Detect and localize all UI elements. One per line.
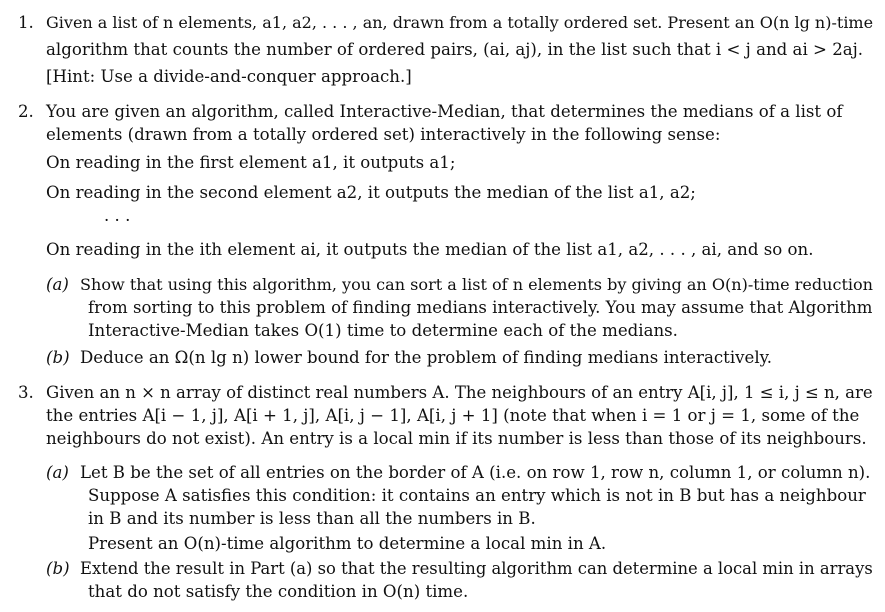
question-line: On reading in the ith element ai, it outputs the median of the list a1, a2, . . . , ai, and so on. [46, 240, 814, 259]
question-line: the entries A[i − 1, j], A[i + 1, j], A[i, j − 1], A[i, j + 1] (note that when i = 1 or j = 1, some of the [46, 406, 860, 425]
question-line: Given an n × n array of distinct real numbers A. The neighbours of an entry A[i, j], 1 ≤ i, j ≤ n, are [46, 383, 873, 402]
question-number: 2. [18, 102, 34, 121]
part-label: (b) [46, 348, 70, 367]
question-line: On reading in the second element a2, it outputs the median of the list a1, a2; [46, 183, 696, 202]
part-label: (a) [46, 275, 69, 294]
part-line: Suppose A satisfies this condition: it contains an entry which is not in B but has a neighbour [88, 486, 866, 505]
question-number: 3. [18, 383, 34, 402]
question-line: Given a list of n elements, a1, a2, . . . , an, drawn from a totally ordered set. Present an O(n lg n)-time [46, 13, 874, 32]
ellipsis-line: · · · [104, 211, 131, 230]
part-line: Present an O(n)-time algorithm to determine a local min in A. [88, 534, 607, 553]
part-line: Let B be the set of all entries on the border of A (i.e. on row 1, row n, column 1, or column n). [80, 463, 871, 482]
question-line: algorithm that counts the number of ordered pairs, (ai, aj), in the list such that i < j and ai > 2aj. [46, 40, 864, 59]
part-line: Deduce an Ω(n lg n) lower bound for the problem of finding medians interactively. [80, 348, 773, 367]
question-line: elements (drawn from a totally ordered set) interactively in the following sense: [46, 125, 721, 144]
question-line: neighbours do not exist). An entry is a local min if its number is less than those of its neighbours. [46, 429, 867, 448]
part-line: Extend the result in Part (a) so that the resulting algorithm can determine a local min in arrays [80, 559, 873, 578]
question-line: You are given an algorithm, called Interactive-Median, that determines the medians of a list of [46, 102, 843, 121]
part-line: in B and its number is less than all the numbers in B. [88, 509, 536, 528]
part-line: that do not satisfy the condition in O(n) time. [88, 582, 469, 601]
part-line: from sorting to this problem of finding medians interactively. You may assume that Algorithm [88, 298, 873, 317]
question-number: 1. [18, 13, 34, 32]
part-line: Interactive-Median takes O(1) time to determine each of the medians. [88, 321, 678, 340]
part-label: (b) [46, 559, 70, 578]
hint-line: [Hint: Use a divide-and-conquer approach.] [46, 67, 412, 86]
part-line: Show that using this algorithm, you can sort a list of n elements by giving an O(n)-time reduction [80, 275, 874, 294]
question-line: On reading in the first element a1, it outputs a1; [46, 153, 456, 172]
part-label: (a) [46, 463, 69, 482]
